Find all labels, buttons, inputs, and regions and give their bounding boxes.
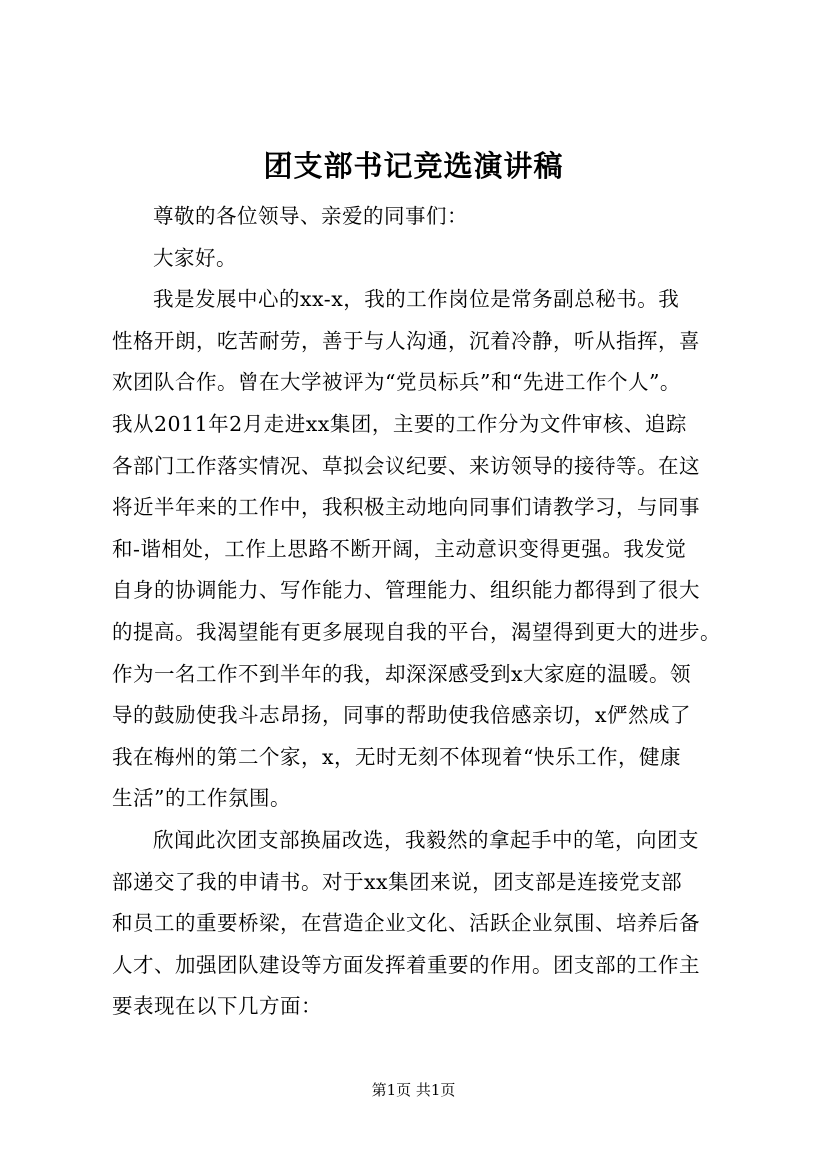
page-footer: 第1页 共1页 [371, 1081, 456, 1099]
body-line: 我是发展中心的xx-x，我的工作岗位是常务副总秘书。我 [153, 287, 680, 312]
body-line: 我在梅州的第二个家，x，无时无刻不体现着“快乐工作，健康 [112, 744, 682, 769]
body-line: 欢团队合作。曾在大学被评为“党员标兵”和“先进工作个人”。 [112, 370, 681, 395]
body-line: 要表现在以下几方面： [112, 994, 322, 1019]
body-line: 大家好。 [153, 245, 237, 270]
body-line: 的提高。我渴望能有更多展现自我的平台，渴望得到更大的进步。 [112, 619, 721, 644]
body-line: 各部门工作落实情况、草拟会议纪要、来访领导的接待等。在这 [112, 453, 700, 478]
body-line: 尊敬的各位领导、亲爱的同事们： [153, 204, 468, 228]
body-line: 欣闻此次团支部换届改选，我毅然的拿起手中的笔，向团支 [153, 827, 699, 852]
body-line: 人才、加强团队建设等方面发挥着重要的作用。团支部的工作主 [112, 952, 700, 977]
body-line: 和-谐相处，工作上思路不断开阔，主动意识变得更强。我发觉 [112, 536, 687, 561]
body-line: 和员工的重要桥梁，在营造企业文化、活跃企业氛围、培养后备 [112, 911, 700, 936]
body-line: 自身的协调能力、写作能力、管理能力、组织能力都得到了很大 [112, 578, 700, 603]
body-line: 我从2011年2月走进xx集团，主要的工作分为文件审核、追踪 [112, 411, 687, 436]
body-line: 部递交了我的申请书。对于xx集团来说，团支部是连接党支部 [112, 869, 683, 894]
document-body [112, 196, 722, 1028]
body-line: 导的鼓励使我斗志昂扬，同事的帮助使我倍感亲切，x俨然成了 [112, 703, 692, 728]
body-line: 性格开朗，吃苦耐劳，善于与人沟通，沉着冷静，听从指挥，喜 [112, 328, 700, 353]
document-title: 团支部书记竞选演讲稿 [263, 149, 564, 183]
body-line: 作为一名工作不到半年的我，却深深感受到x大家庭的温暖。领 [112, 661, 692, 686]
body-line: 将近半年来的工作中，我积极主动地向同事们请教学习，与同事 [112, 495, 700, 520]
body-line: 生活”的工作氛围。 [112, 786, 291, 811]
